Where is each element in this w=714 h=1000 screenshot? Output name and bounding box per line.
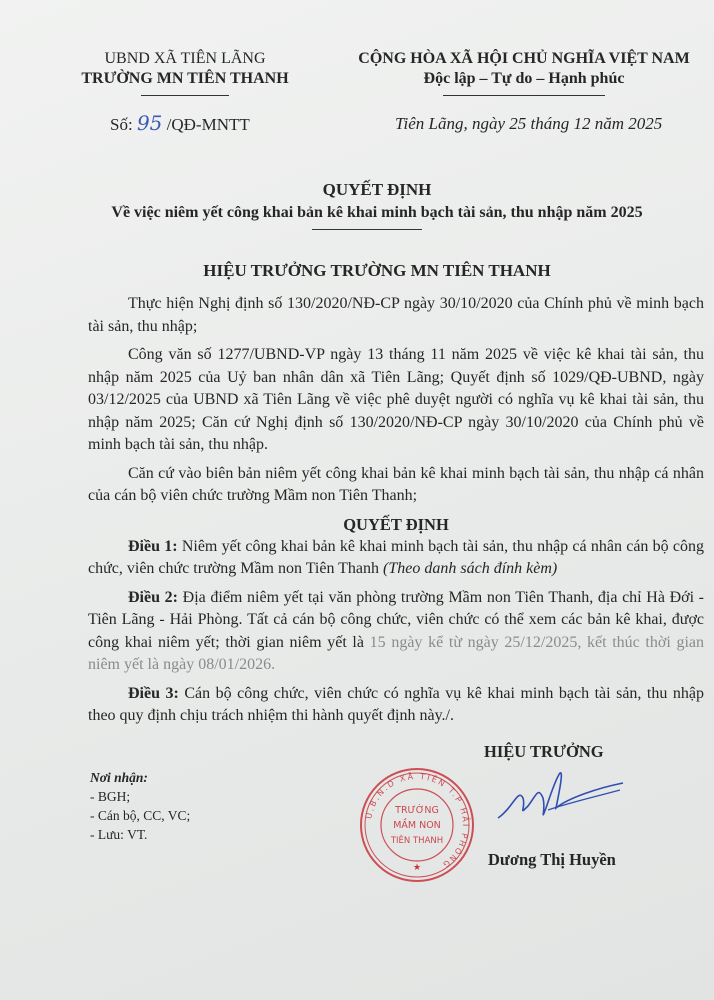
article-label: Điều 2: (128, 588, 178, 606)
issuer-school: TRƯỜNG MN TIÊN THANH (81, 70, 289, 87)
article-label: Điều 1: (128, 537, 178, 555)
issuer-underline (141, 95, 229, 96)
recipient-item: - BGH; (90, 788, 131, 804)
subtitle-underline (312, 229, 422, 230)
document-number (110, 113, 250, 135)
national-title: CỘNG HÒA XÃ HỘI CHỦ NGHĨA VIỆT NAM (358, 50, 690, 67)
recipient-item: - Cán bộ, CC, VC; (90, 807, 191, 823)
article-period: 15 ngày kể từ ngày 25/12/2025, kết thúc thời gian niêm yết là ngày 08/01/2026. (88, 633, 704, 673)
signer-name: Dương Thị Huyền (488, 849, 616, 869)
article-note: (Theo danh sách đính kèm) (383, 560, 558, 577)
handwritten-number: 95 (136, 111, 163, 135)
motto-underline (443, 95, 605, 96)
recipient-item: - Lưu: VT. (90, 826, 148, 842)
national-motto: Độc lập – Tự do – Hạnh phúc (423, 70, 625, 87)
signer-title: HIỆU TRƯỞNG (484, 741, 604, 761)
document-title: QUYẾT ĐỊNH (322, 180, 432, 199)
authority-heading: HIỆU TRƯỞNG TRƯỜNG MN TIÊN THANH (203, 261, 551, 280)
recipients-heading: Nơi nhận: (90, 769, 148, 785)
article-1 (88, 536, 704, 581)
article-label: Điều 3: (128, 684, 179, 702)
issuer-agency: UBND XÃ TIÊN LÃNG (104, 50, 266, 67)
place-date: Tiên Lãng, ngày 25 tháng 12 năm 2025 (395, 114, 663, 133)
article-text: Địa điểm niêm yết tại văn phòng trường Mầm non Tiên Thanh, địa chỉ Hà Đới - Tiên Lãng - Hải Phòng. Tất cả cán bộ công chức, viên chức có thể xem các bản kê khai, được công khai niêm yết; thời gian niêm yết là (88, 588, 705, 651)
decision-heading: QUYẾT ĐỊNH (343, 514, 449, 534)
article-text: Niêm yết công khai bản kê khai minh bạch tài sản, thu nhập cá nhân cán bộ công chức, viên chức trường Mầm non Tiên Thanh (88, 537, 705, 577)
preamble-paragraph: Công văn số 1277/UBND-VP ngày 13 tháng 11 năm 2025 về việc kê khai tài sản, thu nhập năm 2025 của Uỷ ban nhân dân xã Tiên Lãng; Quyết định số 1029/QĐ-UBND, ngày 03/12/2025 của UBND xã Tiên Lãng về việc phê duyệt người có nghĩa vụ kê khai tài sản, thu nhập năm 2025; Căn cứ Nghị định số 130/2020/NĐ-CP ngày 30/10/2020 của Chính phủ về minh bạch tài sản, thu nhập. (88, 346, 704, 453)
article-text: Cán bộ công chức, viên chức có nghĩa vụ kê khai minh bạch tài sản, thu nhập theo quy định chịu trách nhiệm thi hành quyết định này./. (88, 684, 704, 724)
closing-section (88, 738, 704, 898)
stamp-star-icon: ★ (412, 861, 422, 872)
preamble-paragraph: Thực hiện Nghị định số 130/2020/NĐ-CP ngày 30/10/2020 của Chính phủ về minh bạch tài sản, thu nhập; (88, 295, 704, 335)
stamp-text: TIÊN THANH (390, 835, 444, 846)
document-subtitle: Về việc niêm yết công khai bản kê khai minh bạch tài sản, thu nhập năm 2025 (111, 204, 643, 221)
stamp-ring-text: U.B.N.D XÃ TIÊN T.P HẢI PHÒNG (364, 771, 471, 870)
stamp-text: TRƯỜNG (395, 804, 439, 816)
number-suffix: /QĐ-MNTT (162, 115, 250, 134)
stamp-text: MẦM NON (393, 819, 441, 831)
handwritten-signature (488, 768, 628, 828)
preamble-paragraph: Căn cứ vào biên bản niêm yết công khai bản kê khai minh bạch tài sản, thu nhập cá nhân của cán bộ viên chức trường Mầm non Tiên Thanh; (88, 464, 704, 504)
document-body (88, 293, 704, 898)
official-stamp (358, 766, 476, 884)
recipients (90, 768, 190, 844)
article-2 (88, 587, 704, 677)
number-prefix: Số: (110, 115, 137, 134)
article-3 (88, 683, 704, 728)
